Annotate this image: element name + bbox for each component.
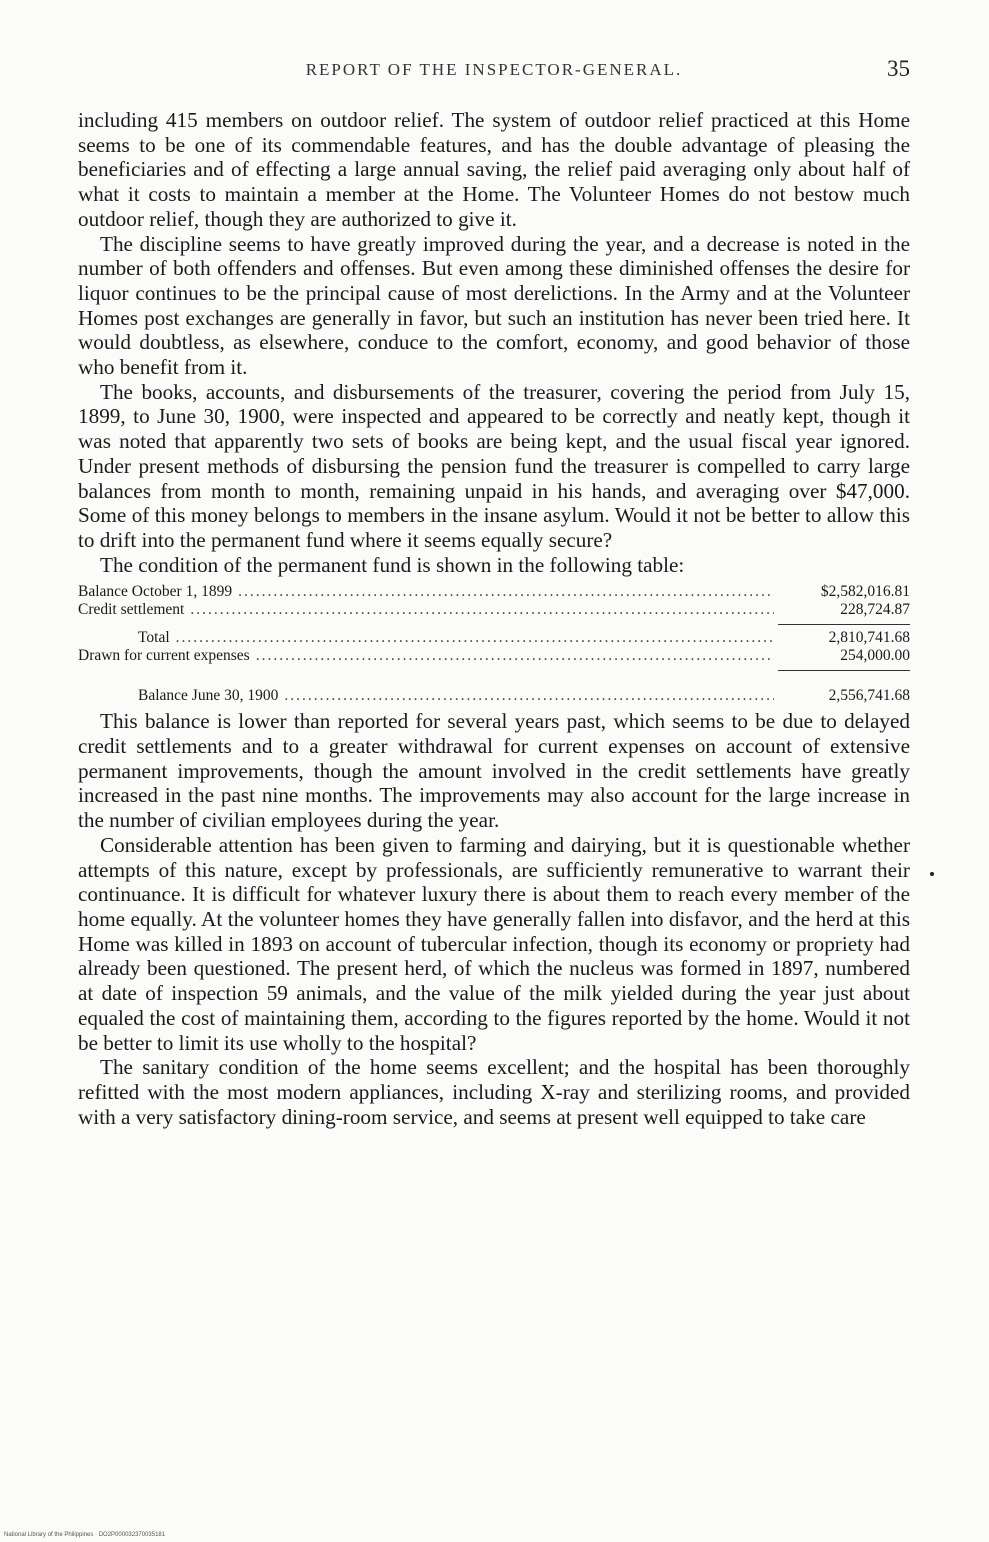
- row-amount: 228,724.87: [840, 601, 910, 619]
- permanent-fund-table: [78, 583, 910, 705]
- row-amount: 2,810,741.68: [828, 629, 910, 647]
- leader-dots: [190, 601, 774, 619]
- document-page: [78, 56, 910, 1129]
- page-header: [78, 56, 910, 90]
- scan-speck: [930, 872, 934, 876]
- paragraph-sanitary-condition: The sanitary condition of the home seems excellent; and the hospital has been thoroughly refitted with the most modern appliances, including X-ray and sterilizing rooms, and provided with a very satisfactory dining-room service, and seems at present well equipped to take care: [78, 1055, 910, 1129]
- row-label: Balance October 1, 1899: [78, 583, 233, 601]
- row-label: Total: [138, 629, 170, 647]
- row-label: Credit settlement: [78, 601, 185, 619]
- leader-dots: [256, 647, 774, 665]
- paragraph-permanent-fund-intro: The condition of the permanent fund is shown in the following table:: [100, 552, 685, 577]
- row-label: Balance June 30, 1900: [138, 687, 279, 705]
- page-number: 35: [887, 56, 910, 81]
- paragraph-outdoor-relief: including 415 members on outdoor relief. The system of outdoor relief practiced at this Home seems to be one of its commendable features, and has the double advantage of pleasing the beneficiaries and of effecting a large annual saving, the relief paid averaging only about half of what it costs to maintain a member at the Home. The Volunteer Homes do not bestow much outdoor relief, though they are authorized to give it.: [78, 108, 910, 231]
- table-row-balance: [78, 687, 910, 705]
- leader-dots: [284, 687, 774, 705]
- row-amount: 2,556,741.68: [828, 687, 910, 705]
- leader-dots: [176, 629, 774, 647]
- table-row: [78, 601, 910, 619]
- paragraph-treasurer-books: The books, accounts, and disbursements of the treasurer, covering the period from July 15, 1899, to June 30, 1900, were inspected and appeared to be correctly and neatly kept, though it was noted that apparently two sets of books are being kept, and the usual fiscal year ignored. Under present methods of disbursing the pension fund the treasurer is compelled to carry large balances from month to month, remaining unpaid in his hands, and averaging over $47,000. Some of this money belongs to members in the insane asylum. Would it not be better to allow this to drift into the permanent fund where it seems equally secure?: [78, 379, 910, 552]
- row-amount: $2,582,016.81: [820, 583, 910, 601]
- leader-dots: [238, 583, 774, 601]
- running-head: REPORT OF THE INSPECTOR-GENERAL.: [305, 60, 683, 79]
- paragraph-discipline: The discipline seems to have greatly improved during the year, and a decrease is noted in the number of both offenders and offenses. But even among these diminished offenses the desire for liquor continues to be the principal cause of most derelictions. In the Army and at the Volunteer Homes post exchanges are generally in favor, but such an institution has never been tried here. It would doubtless, as elsewhere, conduce to the comfort, economy, and good behavior of those who benefit from it.: [78, 231, 910, 380]
- scan-footer-note: National Library of the Philippines · DO2P000032370035181: [4, 1532, 166, 1538]
- row-label: Drawn for current expenses: [78, 647, 250, 665]
- table-row-total: [78, 629, 910, 647]
- sum-rule: [78, 665, 910, 675]
- table-row: [78, 583, 910, 601]
- paragraph-farming-dairying: Considerable attention has been given to farming and dairying, but it is questionable whether attempts of this nature, except by professionals, are sufficiently remunerative to warrant their continuance. It is difficult for whatever luxury there is about them to reach every member of the home equally. At the volunteer homes they have generally fallen into disfavor, and the herd at this Home was killed in 1893 on account of tubercular infection, though its economy or propriety had already been questioned. The present herd, of which the nucleus was formed in 1897, numbered at date of inspection 59 animals, and the value of the milk yielded during the year just about equaled the cost of maintaining them, according to the figures reported by the home. Would it not be better to limit its use wholly to the hospital?: [78, 832, 910, 1055]
- table-row: [78, 647, 910, 665]
- paragraph-balance-lower: This balance is lower than reported for several years past, which seems to be due to delayed credit settlements and to a greater withdrawal for current expenses on account of extensive permanent improvements, though the amount involved in the credit settlements have greatly increased in the past nine months. The improvements may also account for the large increase in the number of civilian employees during the year.: [78, 709, 910, 833]
- sum-rule: [78, 619, 910, 629]
- row-amount: 254,000.00: [840, 647, 910, 665]
